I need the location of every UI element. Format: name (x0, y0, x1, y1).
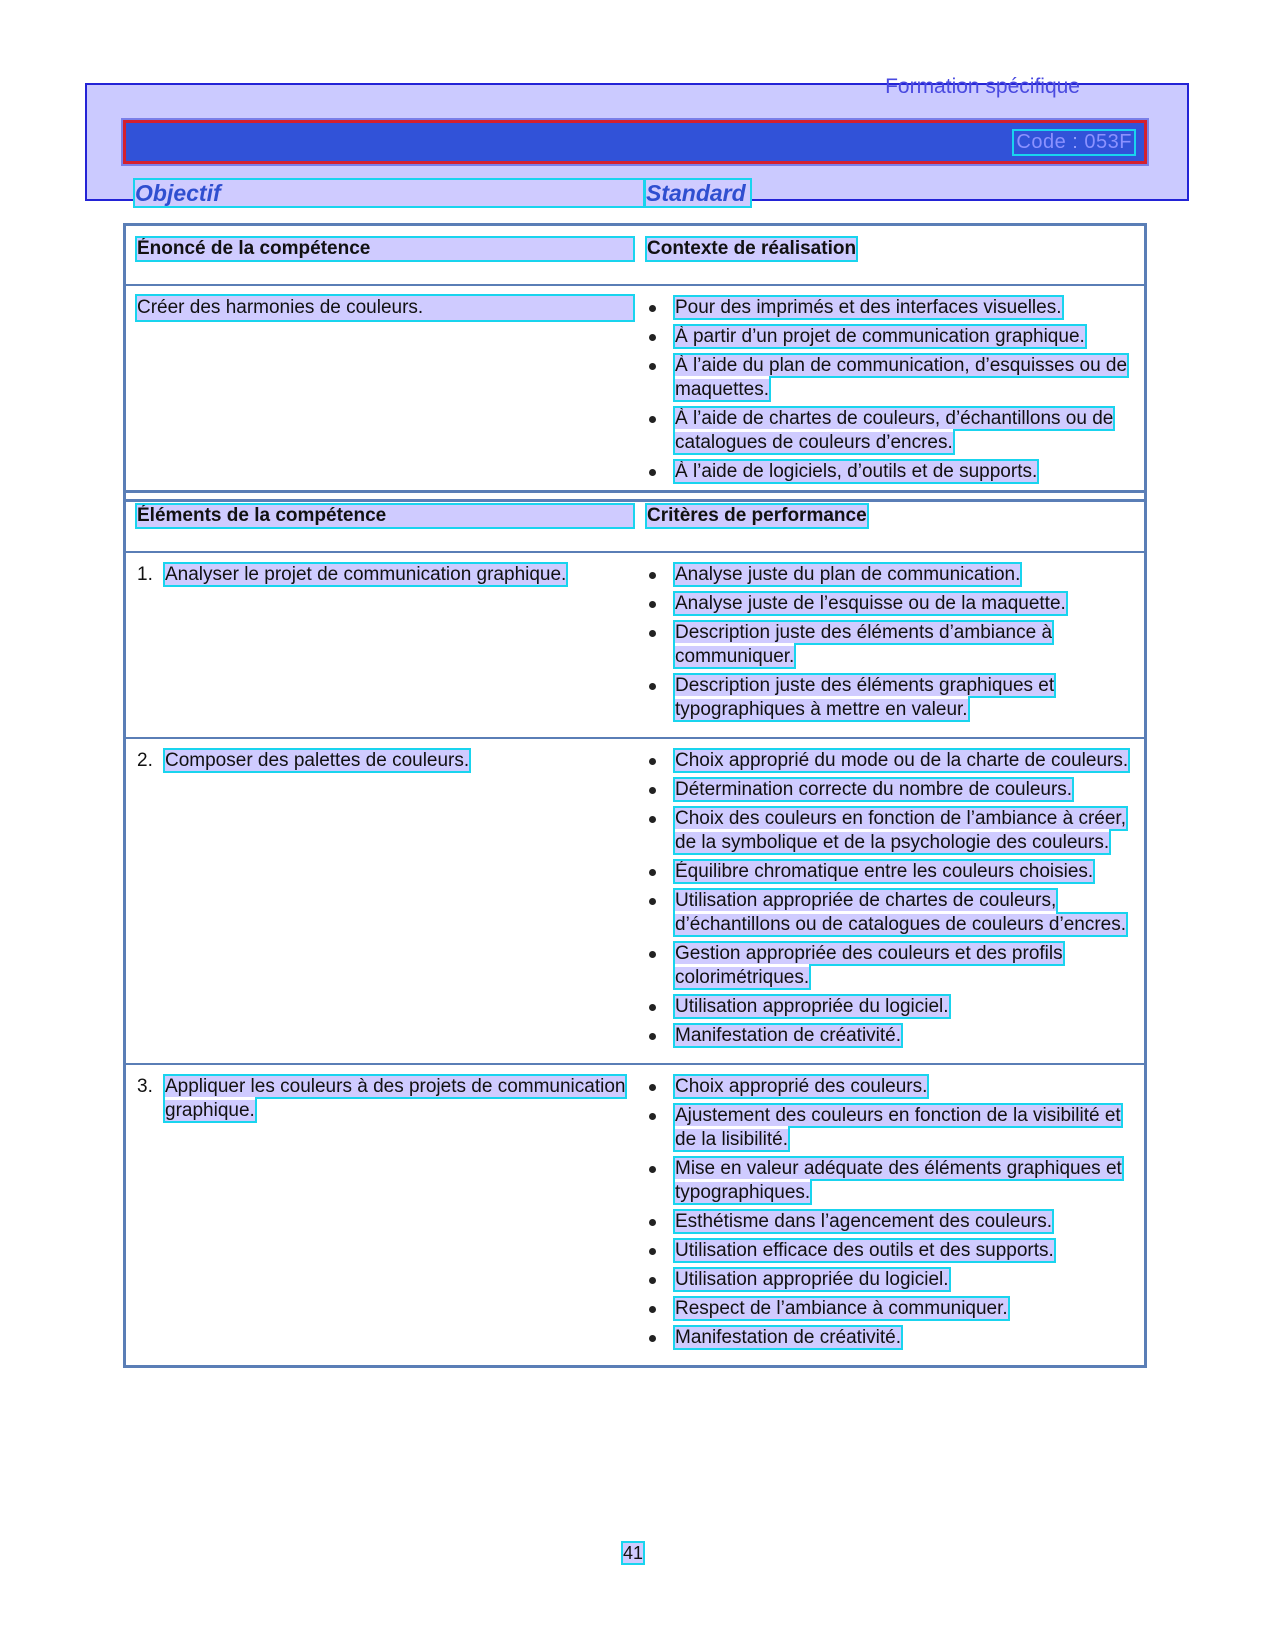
criteria-item: Choix approprié des couleurs. (647, 1075, 1130, 1099)
criteria-list (647, 563, 1130, 722)
criteria-item: Analyse juste de l’esquisse ou de la maquette. (647, 592, 1130, 616)
context-item: À partir d’un projet de communication graphique. (647, 325, 1130, 349)
bullet-icon (647, 995, 675, 1019)
element-row (125, 738, 1146, 1064)
formation-label: Formation spécifique (885, 75, 1080, 98)
criteria-item: Utilisation appropriée du logiciel. (647, 995, 1130, 1019)
elements-header: Éléments de la compétence (137, 505, 633, 527)
competency-elements-table (123, 490, 1147, 1368)
bullet-icon (647, 1104, 675, 1152)
element-item: 3. Appliquer les couleurs à des projets de communication graphique. (137, 1076, 626, 1121)
criteria-item: Esthétisme dans l’agencement des couleurs. (647, 1210, 1130, 1234)
page-number: 41 (623, 1543, 644, 1563)
competency-statement-table (123, 223, 1147, 502)
element-item: 2. Composer des palettes de couleurs. (137, 750, 470, 771)
criteria-item: Utilisation appropriée de chartes de couleurs, d’échantillons ou de catalogues de couleurs d’encres. (647, 889, 1130, 937)
context-item: À l’aide de chartes de couleurs, d’échantillons ou de catalogues de couleurs d’encres. (647, 407, 1130, 455)
code-label: Code (1016, 131, 1067, 153)
criteria-item: Équilibre chromatique entre les couleurs choisies. (647, 860, 1130, 884)
criteria-cell (647, 552, 1146, 738)
objectif-heading: Objectif (135, 180, 643, 206)
bullet-icon (647, 407, 675, 455)
bullet-icon (647, 1297, 675, 1321)
bullet-icon (647, 1157, 675, 1205)
code-label-group (1014, 131, 1134, 154)
element-cell (125, 738, 648, 1064)
statement-header: Énoncé de la compétence (137, 238, 633, 260)
element-row (125, 552, 1146, 738)
element-item: 1. Analyser le projet de communication graphique. (137, 564, 567, 585)
criteria-item: Manifestation de créativité. (647, 1024, 1130, 1048)
context-item: À l’aide de logiciels, d’outils et de supports. (647, 460, 1130, 484)
bullet-icon (647, 1239, 675, 1263)
code-bar (123, 120, 1147, 164)
criteria-item: Utilisation appropriée du logiciel. (647, 1268, 1130, 1292)
code-separator: : (1072, 131, 1079, 153)
criteria-item: Respect de l’ambiance à communiquer. (647, 1297, 1130, 1321)
bullet-icon (647, 942, 675, 990)
element-row (125, 1064, 1146, 1367)
criteria-item: Description juste des éléments graphiques et typographiques à mettre en valeur. (647, 674, 1130, 722)
statement-text: Créer des harmonies de couleurs. (137, 296, 633, 320)
context-item: À l’aide du plan de communication, d’esquisses ou de maquettes. (647, 354, 1130, 402)
criteria-item: Description juste des éléments d’ambiance à communiquer. (647, 621, 1130, 669)
criteria-header: Critères de performance (647, 505, 867, 526)
bullet-icon (647, 354, 675, 402)
bullet-icon (647, 889, 675, 937)
bullet-icon (647, 1075, 675, 1099)
criteria-item: Mise en valeur adéquate des éléments graphiques et typographiques. (647, 1157, 1130, 1205)
standard-heading: Standard (646, 180, 750, 206)
criteria-item: Utilisation efficace des outils et des supports. (647, 1239, 1130, 1263)
bullet-icon (647, 674, 675, 722)
criteria-item: Manifestation de créativité. (647, 1326, 1130, 1350)
criteria-item: Détermination correcte du nombre de couleurs. (647, 778, 1130, 802)
criteria-cell (647, 738, 1146, 1064)
criteria-item: Gestion appropriée des couleurs et des profils colorimétriques. (647, 942, 1130, 990)
bullet-icon (647, 749, 675, 773)
bullet-icon (647, 1024, 675, 1048)
criteria-list (647, 749, 1130, 1048)
bullet-icon (647, 860, 675, 884)
bullet-icon (647, 1210, 675, 1234)
bullet-icon (647, 621, 675, 669)
criteria-cell (647, 1064, 1146, 1367)
criteria-item: Ajustement des couleurs en fonction de la visibilité et de la lisibilité. (647, 1104, 1130, 1152)
bullet-icon (647, 563, 675, 587)
bullet-icon (647, 592, 675, 616)
bullet-icon (647, 778, 675, 802)
bullet-icon (647, 296, 675, 320)
context-header: Contexte de réalisation (647, 238, 857, 259)
criteria-item: Choix approprié du mode ou de la charte de couleurs. (647, 749, 1130, 773)
element-cell (125, 552, 648, 738)
statement-cell (125, 285, 648, 501)
context-list (647, 296, 1130, 484)
criteria-item: Choix des couleurs en fonction de l’ambiance à créer, de la symbolique et de la psychologie des couleurs. (647, 807, 1130, 855)
criteria-list (647, 1075, 1130, 1350)
bullet-icon (647, 460, 675, 484)
bullet-icon (647, 1326, 675, 1350)
bullet-icon (647, 807, 675, 855)
elements-header-cell (125, 492, 648, 553)
criteria-item: Analyse juste du plan de communication. (647, 563, 1130, 587)
context-cell (647, 285, 1146, 501)
bullet-icon (647, 325, 675, 349)
element-cell (125, 1064, 648, 1367)
code-value: 053F (1084, 131, 1132, 153)
context-header-cell (647, 225, 1146, 286)
statement-header-cell (125, 225, 648, 286)
criteria-header-cell (647, 492, 1146, 553)
bullet-icon (647, 1268, 675, 1292)
context-item: Pour des imprimés et des interfaces visuelles. (647, 296, 1130, 320)
